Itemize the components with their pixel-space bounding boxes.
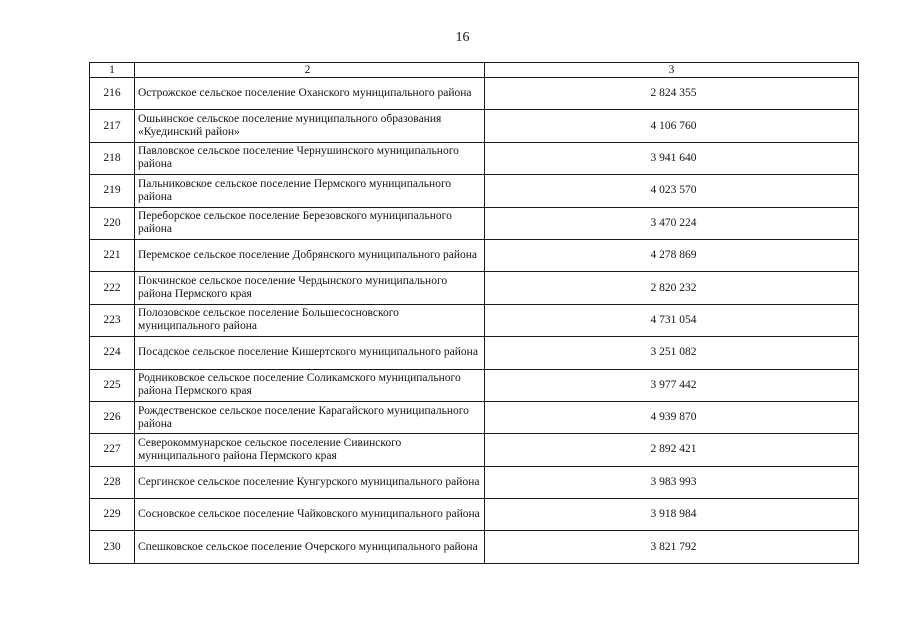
page-number: 16 bbox=[455, 30, 470, 45]
table-header-row bbox=[90, 63, 859, 78]
table-body bbox=[90, 63, 859, 564]
amount-cell: 4 106 760 bbox=[485, 110, 859, 142]
settlement-name-cell: Перемское сельское поселение Добрянского муниципального района bbox=[135, 239, 485, 271]
amount-cell: 2 824 355 bbox=[485, 78, 859, 110]
row-number-cell: 226 bbox=[90, 401, 135, 433]
amount-cell: 4 278 869 bbox=[485, 239, 859, 271]
settlement-name-cell: Полозовское сельское поселение Большесосновского муниципального района bbox=[135, 304, 485, 336]
row-number-cell: 223 bbox=[90, 304, 135, 336]
table-row bbox=[90, 466, 859, 498]
table-row bbox=[90, 175, 859, 207]
table-row bbox=[90, 78, 859, 110]
row-number-cell: 219 bbox=[90, 175, 135, 207]
table-row bbox=[90, 434, 859, 466]
amount-cell: 3 821 792 bbox=[485, 531, 859, 563]
row-number-cell: 229 bbox=[90, 499, 135, 531]
table-row bbox=[90, 499, 859, 531]
amount-cell: 4 731 054 bbox=[485, 304, 859, 336]
settlement-name-cell: Павловское сельское поселение Чернушинского муниципального района bbox=[135, 142, 485, 174]
settlement-name-cell: Спешковское сельское поселение Очерского муниципального района bbox=[135, 531, 485, 563]
settlement-name-cell: Острожское сельское поселение Оханского муниципального района bbox=[135, 78, 485, 110]
row-number-cell: 221 bbox=[90, 239, 135, 271]
amount-cell: 2 892 421 bbox=[485, 434, 859, 466]
settlement-name-cell: Сергинское сельское поселение Кунгурского муниципального района bbox=[135, 466, 485, 498]
amount-cell: 3 251 082 bbox=[485, 337, 859, 369]
table-row bbox=[90, 272, 859, 304]
row-number-cell: 225 bbox=[90, 369, 135, 401]
settlement-name-cell: Переборское сельское поселение Березовского муниципального района bbox=[135, 207, 485, 239]
header-cell-amount: 3 bbox=[485, 63, 859, 78]
row-number-cell: 218 bbox=[90, 142, 135, 174]
amount-cell: 2 820 232 bbox=[485, 272, 859, 304]
settlement-name-cell: Покчинское сельское поселение Чердынского муниципального района Пермского края bbox=[135, 272, 485, 304]
row-number-cell: 220 bbox=[90, 207, 135, 239]
settlement-name-cell: Ошьинское сельское поселение муниципального образования «Куединский район» bbox=[135, 110, 485, 142]
header-cell-name: 2 bbox=[135, 63, 485, 78]
settlements-table bbox=[89, 62, 859, 564]
settlement-name-cell: Пальниковское сельское поселение Пермского муниципального района bbox=[135, 175, 485, 207]
row-number-cell: 222 bbox=[90, 272, 135, 304]
row-number-cell: 227 bbox=[90, 434, 135, 466]
table-row bbox=[90, 304, 859, 336]
table-row bbox=[90, 369, 859, 401]
table-row bbox=[90, 239, 859, 271]
row-number-cell: 228 bbox=[90, 466, 135, 498]
settlement-name-cell: Посадское сельское поселение Кишертского муниципального района bbox=[135, 337, 485, 369]
settlement-name-cell: Родниковское сельское поселение Соликамского муниципального района Пермского края bbox=[135, 369, 485, 401]
settlement-name-cell: Рождественское сельское поселение Карагайского муниципального района bbox=[135, 401, 485, 433]
row-number-cell: 217 bbox=[90, 110, 135, 142]
row-number-cell: 216 bbox=[90, 78, 135, 110]
table-row bbox=[90, 142, 859, 174]
table-row bbox=[90, 337, 859, 369]
table-row bbox=[90, 531, 859, 563]
settlement-name-cell: Северокоммунарское сельское поселение Сивинского муниципального района Пермского края bbox=[135, 434, 485, 466]
amount-cell: 3 941 640 bbox=[485, 142, 859, 174]
row-number-cell: 224 bbox=[90, 337, 135, 369]
amount-cell: 3 918 984 bbox=[485, 499, 859, 531]
amount-cell: 3 977 442 bbox=[485, 369, 859, 401]
header-cell-number: 1 bbox=[90, 63, 135, 78]
amount-cell: 4 939 870 bbox=[485, 401, 859, 433]
amount-cell: 3 470 224 bbox=[485, 207, 859, 239]
amount-cell: 3 983 993 bbox=[485, 466, 859, 498]
row-number-cell: 230 bbox=[90, 531, 135, 563]
table-row bbox=[90, 401, 859, 433]
amount-cell: 4 023 570 bbox=[485, 175, 859, 207]
table-row bbox=[90, 110, 859, 142]
table-row bbox=[90, 207, 859, 239]
settlement-name-cell: Сосновское сельское поселение Чайковского муниципального района bbox=[135, 499, 485, 531]
